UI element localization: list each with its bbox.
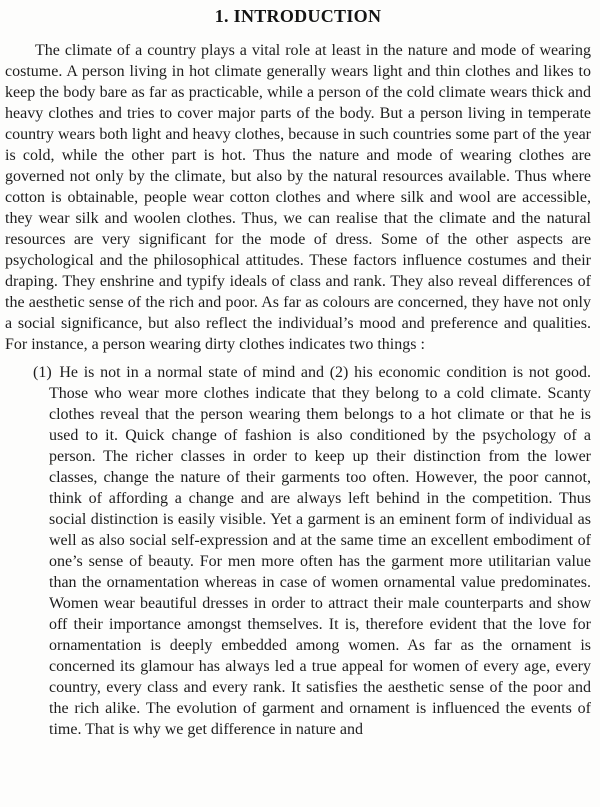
list-item-marker: (1) [33, 364, 52, 381]
page-body [5, 40, 591, 740]
intro-paragraph: The climate of a country plays a vital role at least in the nature and mode of wearing costume. A person living in hot climate generally wears light and thin clothes and likes to keep the body bare as far as practicable, while a person of the cold climate wears thick and heavy clothes and tries to cover major parts of the body. But a person living in temperate country wears both light and heavy clothes, because in such countries some part of the year is cold, while the other part is hot. Thus the nature and mode of wearing clothes are governed not only by the climate, but also by the natural resources available. Thus where cotton is obtainable, people wear cotton clothes and where silk and wool are accessible, they wear silk and woolen clothes. Thus, we can realise that the climate and the natural resources are very significant for the mode of dress. Some of the other aspects are psychological and the philosophical attitudes. These factors influence costumes and their draping. They enshrine and typify ideals of class and rank. They also reveal differences of the aesthetic sense of the rich and poor. As far as colours are concerned, they have not only a social significance, but also reflect the individual’s mood and preference and qualities. For instance, a person wearing dirty clothes indicates two things : [5, 42, 591, 353]
numbered-list-item [33, 362, 592, 740]
list-item-text: He is not in a normal state of mind and (2) his economic condition is not good. Those who wear more clothes indicate that they belong to a cold climate. Scanty clothes reveal that the person wearing them belongs to a hot climate or that he is used to it. Quick change of fashion is also conditioned by the psychology of a person. The richer classes in order to keep up their distinction from the lower classes, change the nature of their garments too often. However, the poor cannot, think of affording a change and are always left behind in the competition. Thus social distinction is easily visible. Yet a garment is an eminent form of individual as well as also social self-expression and at the same time an excellent embodiment of one’s sense of beauty. For men more often has the garment more utilitarian value than the ornamentation whereas in case of women ornamental value predominates. Women wear beautiful dresses in order to attract their male counterparts and show off their importance amongst themselves. It is, therefore evident that the love for ornamentation is deeply embedded among women. As far as the ornament is concerned its glamour has always led a true appeal for women of every age, every country, every class and every rank. It satisfies the aesthetic sense of the poor and the rich alike. The evolution of garment and ornament is influenced the events of time. That is why we get difference in nature and [49, 364, 592, 738]
page-title: 1. INTRODUCTION [214, 6, 382, 26]
